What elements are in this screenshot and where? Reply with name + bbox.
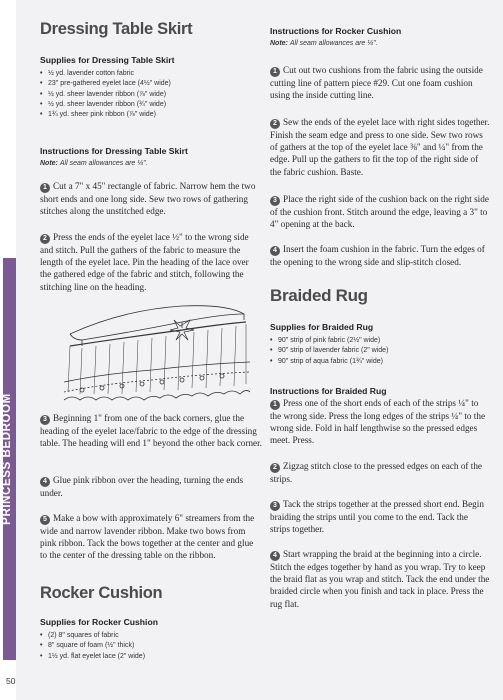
br-step-1 <box>270 397 490 447</box>
step-text: Beginning 1" from one of the back corners, glue the heading of the eyelet lace/fabric to the edge of the dressing table. The heading will end 1" beyond the other back corner. <box>40 413 262 449</box>
step-text: Insert the foam cushion in the fabric. Turn the edges of the opening to the wrong side and slip-stitch closed. <box>270 244 485 267</box>
list-item: • 1¾ yd. sheer pink ribbon (⅞" wide) <box>40 110 260 120</box>
dts-step-5 <box>40 512 262 562</box>
step-number: 2 <box>270 463 280 473</box>
step-number: 4 <box>270 246 280 256</box>
step-text: Make a bow with approximately 6" streamers from the wide and narrow lavender ribbon. Make two bows from pink ribbon. Tack the bows together at the center and glue to the center of the dressing table on the ribbon. <box>40 513 255 561</box>
step-text: Cut a 7" x 45" rectangle of fabric. Narrow hem the two short ends and one long side. Sew two rows of gathering stitches along the unstitched edge. <box>40 181 256 217</box>
br-supplies-list <box>270 336 490 367</box>
step-number: 4 <box>270 551 280 561</box>
rc-step-1 <box>270 64 490 101</box>
note-label: Note: <box>270 40 288 47</box>
step-text: Press one of the short ends of each of the strips ¼" to the wrong side. Press the long edges of the strips ¼" to the wrong side. Fold in half lengthwise so the pressed edges meet. Press. <box>270 398 486 446</box>
step-number: 1 <box>40 183 50 193</box>
step-text: Cut out two cushions from the fabric using the outside cutting line of pattern piece #29. Cut one foam cushion using the inside cutting line. <box>270 65 483 101</box>
list-item: • ½ yd. lavender cotton fabric <box>40 69 260 79</box>
br-step-3 <box>270 498 490 535</box>
list-item: • 90" strip of pink fabric (2½" wide) <box>270 336 490 346</box>
braided-rug-title: Braided Rug <box>270 286 368 305</box>
dts-step-2 <box>40 231 262 293</box>
step-text: Tack the strips together at the pressed short end. Begin braiding the strips until you come to the end. Tack the strips together. <box>270 499 484 535</box>
note-text: All seam allowances are ¼". <box>289 40 378 47</box>
step-number: 3 <box>40 415 50 425</box>
br-step-4 <box>270 548 490 610</box>
list-item: • ½ yd. sheer lavender ribbon (¾" wide) <box>40 100 260 110</box>
list-item: • 1½ yd. flat eyelet lace (2" wide) <box>40 652 260 662</box>
step-text: Zigzag stitch close to the pressed edges on each of the strips. <box>270 461 482 484</box>
dts-supplies-heading: Supplies for Dressing Table Skirt <box>40 55 175 65</box>
step-number: 4 <box>40 477 50 487</box>
dts-note <box>40 160 148 167</box>
step-number: 5 <box>40 515 50 525</box>
rc-supplies-list <box>40 631 260 662</box>
list-item: • 90" strip of aqua fabric (1¾" wide) <box>270 357 490 367</box>
br-instructions-heading: Instructions for Braided Rug <box>270 386 387 396</box>
step-text: Sew the ends of the eyelet lace with right sides together. Finish the seam edge and press to one side. Sew two rows of gathers at the top of the eyelet lace ⅜" and ¼" from the edge. Pull up the gathers to fit the top of the right side of the fabric cushion. Baste. <box>270 117 490 177</box>
note-label: Note: <box>40 160 58 167</box>
chapter-label: PRINCESS BEDROOM <box>1 393 13 525</box>
dts-step-4 <box>40 474 262 499</box>
list-item: • 8" square of foam (½" thick) <box>40 641 260 651</box>
rc-supplies-heading: Supplies for Rocker Cushion <box>40 617 158 627</box>
rc-note <box>270 40 378 47</box>
list-item: • ½ yd. sheer lavender ribbon (⅞" wide) <box>40 90 260 100</box>
list-item: • (2) 8" squares of fabric <box>40 631 260 641</box>
step-number: 1 <box>270 67 280 77</box>
note-text: All seam allowances are ¼". <box>59 160 148 167</box>
dressing-table-skirt-title: Dressing Table Skirt <box>40 20 193 38</box>
rc-instructions-heading: Instructions for Rocker Cushion <box>270 26 402 36</box>
rc-step-3 <box>270 193 490 230</box>
step-number: 3 <box>270 196 280 206</box>
dts-supplies-list <box>40 69 260 120</box>
rocker-cushion-title: Rocker Cushion <box>40 584 163 602</box>
step-number: 1 <box>270 400 280 410</box>
rc-step-2 <box>270 116 490 178</box>
dts-step-1 <box>40 180 262 217</box>
step-text: Start wrapping the braid at the beginning into a circle. Stitch the edges together by hand as you wrap. Try to keep the braid flat as you wrap and stitch. Tack the end under the braided circle when you finish and tack in place. Press the rug flat. <box>270 549 490 609</box>
list-item: • 90" strip of lavender fabric (2" wide) <box>270 346 490 356</box>
step-text: Place the right side of the cushion back on the right side of the cushion front. Stitch around the edge, leaving a 3" to 4" opening at the back. <box>270 194 489 230</box>
dressing-table-skirt-illustration <box>62 296 252 408</box>
step-number: 3 <box>270 501 280 511</box>
dts-instructions-heading: Instructions for Dressing Table Skirt <box>40 146 188 156</box>
br-step-2 <box>270 460 490 485</box>
dts-step-3 <box>40 412 262 449</box>
step-text: Glue pink ribbon over the heading, turning the ends under. <box>40 475 244 498</box>
step-number: 2 <box>40 234 50 244</box>
page-number: 50 <box>6 676 16 686</box>
step-text: Press the ends of the eyelet lace ½" to the wrong side and stitch. Pull the gathers of the fabric to measure the length of the eyelet lace. Pin the heading of the lace over the gathered edge of the fabric and stitch, following the stitching line on the heading. <box>40 232 249 292</box>
rc-step-4 <box>270 243 490 268</box>
list-item: • 23" pre-gathered eyelet lace (4½" wide) <box>40 79 260 89</box>
step-number: 2 <box>270 119 280 129</box>
br-supplies-heading: Supplies for Braided Rug <box>270 322 374 332</box>
